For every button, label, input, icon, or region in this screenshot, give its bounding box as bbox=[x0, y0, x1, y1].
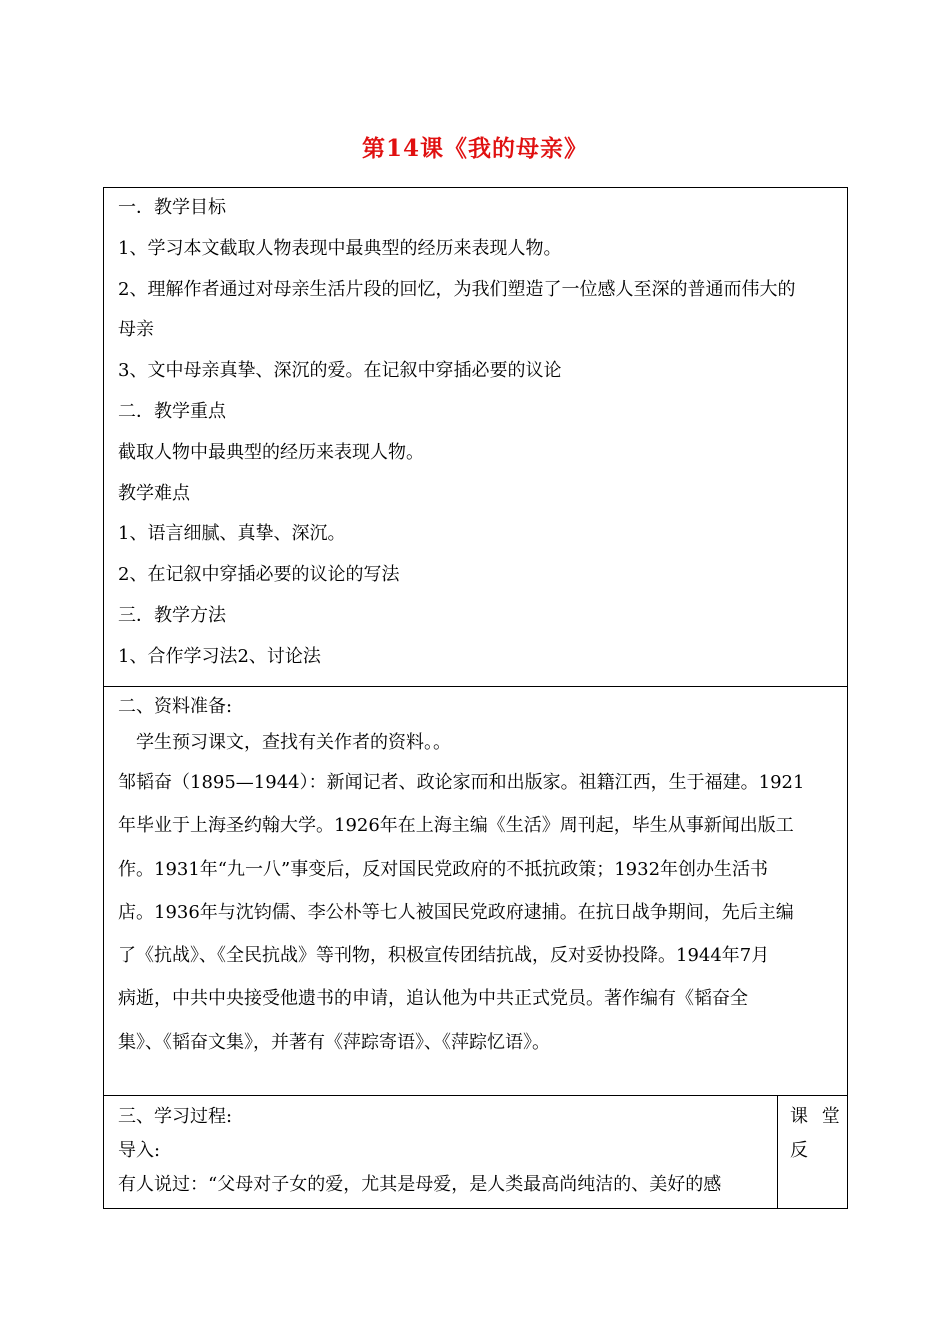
objective-line: 3、文中母亲真挚、深沉的爱。在记叙中穿插必要的议论 bbox=[118, 360, 562, 382]
teaching-objectives-cell bbox=[104, 188, 848, 687]
author-bio-line: 作。1931年“九一八”事变后，反对国民党政府的不抵抗政策；1932年创办生活书 bbox=[118, 858, 769, 880]
materials-intro: 学生预习课文，查找有关作者的资料。。 bbox=[136, 732, 451, 753]
author-bio-line: 邹韬奋（1895—1944）：新闻记者、政论家而和出版家。祖籍江西，生于福建。1921 bbox=[118, 772, 805, 793]
author-bio-line: 病逝，中共中央接受他遗书的申请，追认他为中共正式党员。著作编有《韬奋全 bbox=[118, 988, 748, 1010]
author-bio-line: 年毕业于上海圣约翰大学。1926年在上海主编《生活》周刊起，毕生从事新闻出版工 bbox=[118, 815, 794, 837]
section-heading: 一．教学目标 bbox=[118, 197, 226, 218]
intro-label: 导入: bbox=[118, 1140, 161, 1161]
objective-line: 母亲 bbox=[118, 319, 154, 341]
objective-line: 2、理解作者通过对母亲生活片段的回忆，为我们塑造了一位感人至深的普通而伟大的 bbox=[118, 278, 796, 300]
side-label-line: 课 堂 bbox=[790, 1106, 844, 1127]
classroom-feedback-cell bbox=[778, 1096, 848, 1209]
page-title: 第14课《我的母亲》 bbox=[361, 135, 588, 162]
lesson-table bbox=[103, 187, 848, 1209]
objective-line: 1、学习本文截取人物表现中最典型的经历来表现人物。 bbox=[118, 237, 562, 259]
difficulty-line: 2、在记叙中穿插必要的议论的写法 bbox=[118, 564, 400, 586]
side-label-line: 反 bbox=[790, 1140, 812, 1161]
author-bio-line: 店。1936年与沈钧儒、李公朴等七人被国民党政府逮捕。在抗日战争期间，先后主编 bbox=[118, 901, 794, 923]
author-bio-line: 了《抗战》、《全民抗战》等刊物，积极宣传团结抗战，反对妥协投降。1944年7月 bbox=[118, 945, 770, 967]
learning-process-cell bbox=[104, 1096, 778, 1209]
difficulty-line: 1、语言细腻、真挚、深沉。 bbox=[118, 523, 346, 545]
process-heading: 三、学习过程: bbox=[118, 1106, 233, 1127]
materials-heading: 二、资料准备: bbox=[118, 696, 233, 717]
key-point-line: 截取人物中最典型的经历来表现人物。 bbox=[118, 441, 424, 463]
section-heading: 教学难点 bbox=[118, 482, 190, 504]
materials-cell bbox=[104, 687, 848, 1096]
author-bio-line: 集》、《韬奋文集》，并著有《萍踪寄语》、《萍踪忆语》。 bbox=[118, 1031, 550, 1053]
section-heading: 三．教学方法 bbox=[118, 604, 226, 626]
section-heading: 二．教学重点 bbox=[118, 400, 226, 422]
intro-text-line: 有人说过：“父母对子女的爱，尤其是母爱，是人类最高尚纯洁的、美好的感 bbox=[118, 1174, 722, 1195]
method-line: 1、合作学习法2、讨论法 bbox=[118, 645, 321, 667]
